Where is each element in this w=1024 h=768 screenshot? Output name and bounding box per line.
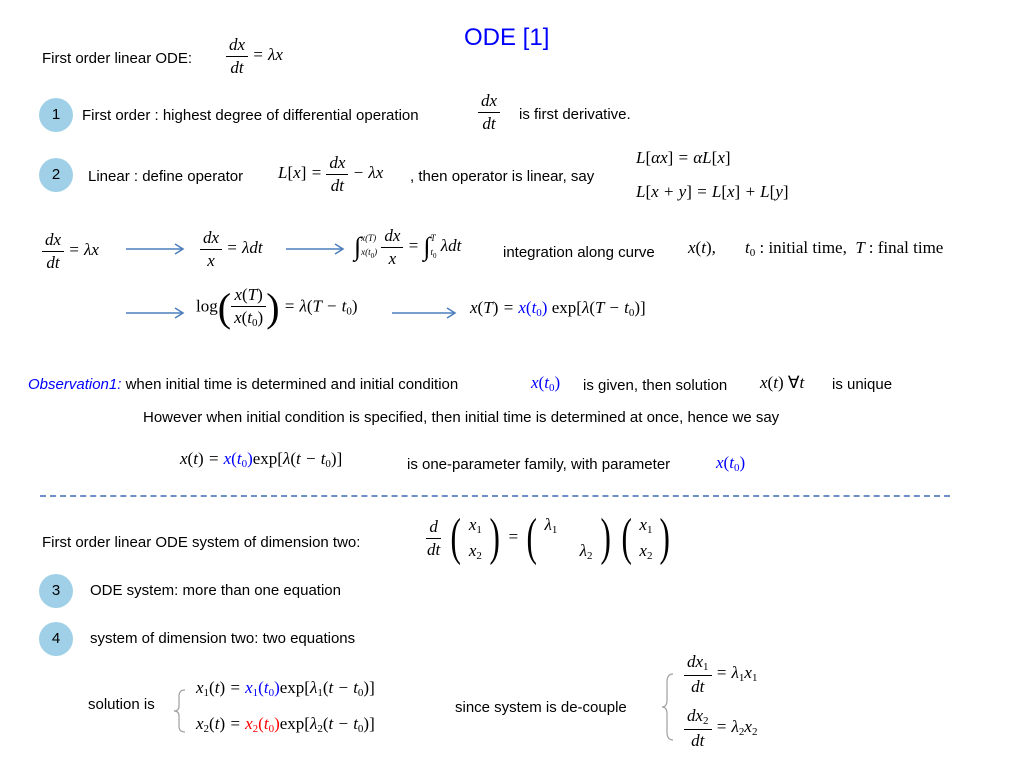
- item2-text: Linear : define operator: [88, 168, 244, 185]
- curve-x-of-t: x(t),: [688, 238, 716, 257]
- derivation-step-1: $\frac{dx}{dt}$ = λx: [42, 230, 99, 272]
- integration-label: integration along curve: [503, 244, 655, 261]
- family-text: is one-parameter family, with parameter: [407, 456, 671, 473]
- solution-label: solution is: [88, 696, 155, 713]
- decouple-brace: [660, 672, 676, 742]
- arrow-1: [126, 243, 186, 255]
- T-label: : final time: [868, 238, 944, 257]
- item4-text: system of dimension two: two equations: [90, 630, 356, 647]
- observation-text-1: when initial time is determined and initial condition: [125, 376, 459, 393]
- observation-line-1: [28, 376, 458, 393]
- lambda-matrix: ( $\lambda_1$ $\lambda_2$ ): [526, 509, 611, 566]
- decouple-label: since system is de-couple: [455, 699, 627, 716]
- t0-label: : initial time,: [759, 238, 847, 257]
- solution-x2: $x_2(t) = x_2(t_0)\exp[\lambda_2(t - t_0)]$: [196, 714, 375, 735]
- observation-line-2: However when initial condition is specified, then initial time is determined at once, hence we say: [143, 409, 780, 426]
- badge-2: 2: [39, 158, 73, 192]
- observation-label: Observation1:: [28, 376, 122, 393]
- derivation-step-3: ∫ x(T) $x(t_0)$ $\frac{dx}{x}$ = ∫ T $t_0$ λdt: [354, 226, 462, 268]
- item1-text: First order : highest degree of differential operation: [82, 107, 419, 124]
- time-labels: $t_0$ : initial time, T : final time: [745, 238, 944, 259]
- initial-condition: $x(t_0)$: [531, 373, 561, 394]
- family-equation: $x(t) = x(t_0)\exp[\lambda(t - t_0)]$: [180, 449, 343, 470]
- observation-text-2: is given, then solution: [583, 377, 728, 394]
- solution-brace: [172, 688, 188, 734]
- badge-4: 4: [39, 622, 73, 656]
- linearity-eq-1: L[αx] = αL[x]: [636, 148, 731, 167]
- section-divider: [40, 495, 950, 497]
- decoupled-eq-2: $\frac{dx_2}{dt}$ = $\lambda_2x_2$: [684, 706, 757, 750]
- item1-derivative: $\frac{dx}{dt}$: [478, 91, 500, 133]
- vector-x: ( $x_1$ $x_2$ ): [450, 509, 500, 566]
- item3-text: ODE system: more than one equation: [90, 582, 341, 599]
- page-title: ODE [1]: [464, 24, 550, 51]
- intro-equation: $\frac{dx}{dt}$ = λx: [226, 35, 283, 77]
- solution-equation: $x(T) = x(t_0) \exp[\lambda(T - t_0)]$: [470, 298, 646, 319]
- log-equation: log( $\frac{x(T)}{x(t_0)}$ ) = $\lambda(T - t_0)$: [196, 285, 358, 330]
- item2-suffix: , then operator is linear, say: [410, 168, 595, 185]
- linearity-eq-2: L[x + y] = L[x] + L[y]: [636, 182, 789, 201]
- solution-x1: $x_1(t) = x_1(t_0)\exp[\lambda_1(t - t_0)]$: [196, 678, 375, 699]
- arrow-4: [392, 307, 458, 319]
- derivation-step-2: $\frac{dx}{x}$ = λdt: [200, 228, 263, 270]
- solution-for-all-t: x(t) ∀t: [760, 373, 805, 392]
- arrow-2: [286, 243, 346, 255]
- item1-suffix: is first derivative.: [519, 106, 631, 123]
- intro-label: First order linear ODE:: [42, 50, 193, 67]
- system-equation: $\frac{d}{dt}$ ( $x_1$ $x_2$ ) = ( $\lambda_1$ $\lambda_2$ ) ( $x_1$ $x_2$ ): [424, 512, 674, 564]
- system-label: First order linear ODE system of dimension two:: [42, 534, 361, 551]
- badge-1: 1: [39, 98, 73, 132]
- family-parameter: $x(t_0)$: [716, 453, 746, 474]
- observation-text-3: is unique: [832, 376, 893, 393]
- badge-3: 3: [39, 574, 73, 608]
- vector-x-rhs: ( $x_1$ $x_2$ ): [621, 509, 671, 566]
- decoupled-eq-1: $\frac{dx_1}{dt}$ = $\lambda_1x_1$: [684, 652, 757, 696]
- operator-definition: L[x] = $\frac{dx}{dt}$ − λx: [278, 153, 384, 195]
- arrow-3: [126, 307, 186, 319]
